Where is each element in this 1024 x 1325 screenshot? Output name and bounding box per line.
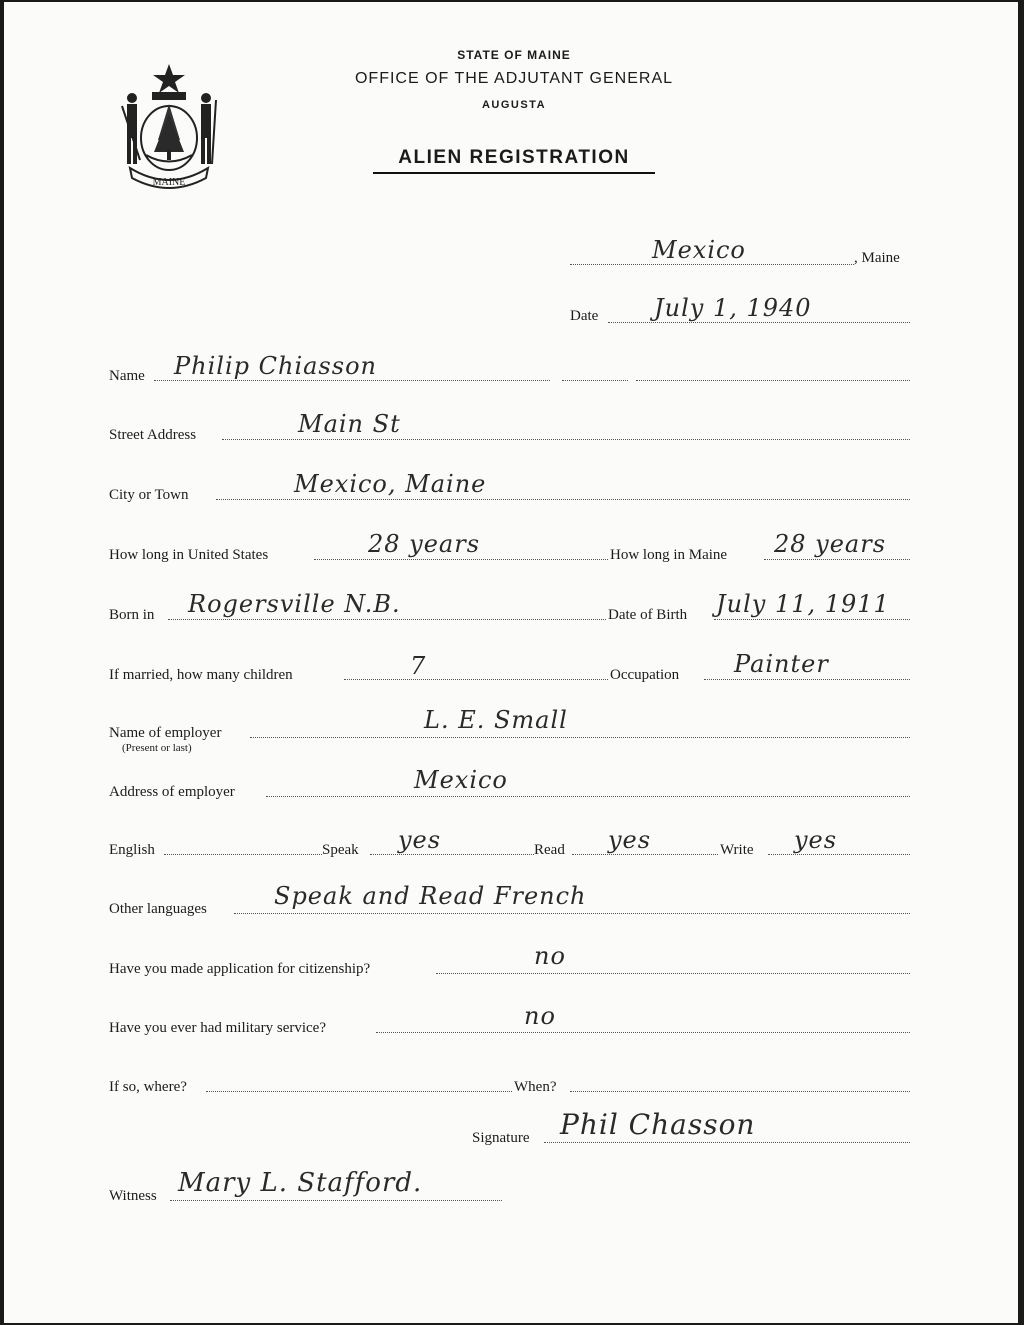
- when-line: [570, 1091, 910, 1092]
- street-line: [222, 439, 910, 440]
- occupation-label: Occupation: [610, 667, 680, 683]
- maine-long-line: [764, 559, 910, 560]
- write-label: Write: [720, 842, 754, 858]
- speak-line: [370, 854, 534, 855]
- occupation-line: [704, 679, 910, 680]
- children-label: If married, how many children: [109, 667, 293, 683]
- witness-value: Mary L. Stafford.: [178, 1168, 423, 1198]
- where-line: [206, 1091, 512, 1092]
- date-line: [608, 322, 910, 323]
- military-line: [376, 1032, 910, 1033]
- read-value: yes: [608, 826, 652, 854]
- other-languages-label: Other languages: [109, 901, 207, 917]
- signature-label: Signature: [472, 1130, 530, 1146]
- town-value: Mexico: [652, 236, 746, 264]
- witness-line: [170, 1200, 502, 1201]
- city-line: [216, 499, 910, 500]
- dob-value: July 11, 1911: [716, 590, 890, 618]
- employer-value: L. E. Small: [424, 706, 568, 734]
- form-title: ALIEN REGISTRATION: [398, 147, 630, 168]
- name-line-1: [154, 380, 550, 381]
- registration-form: [4, 2, 1018, 1323]
- born-line: [168, 619, 606, 620]
- employer-address-line: [266, 796, 910, 797]
- english-label: English: [109, 842, 155, 858]
- dob-label: Date of Birth: [608, 607, 688, 623]
- write-value: yes: [794, 826, 838, 854]
- military-value: no: [524, 1002, 556, 1030]
- city-heading: AUGUSTA: [481, 99, 547, 111]
- maine-long-label: How long in Maine: [610, 547, 728, 563]
- citizenship-value: no: [534, 942, 566, 970]
- citizenship-line: [436, 973, 910, 974]
- street-label: Street Address: [109, 427, 197, 443]
- us-line: [314, 559, 608, 560]
- born-label: Born in: [109, 607, 155, 623]
- witness-label: Witness: [109, 1188, 157, 1204]
- other-languages-value: Speak and Read French: [274, 882, 587, 910]
- office-heading: OFFICE OF THE ADJUTANT GENERAL: [354, 70, 674, 87]
- name-line-2: [562, 380, 628, 381]
- employer-label: Name of employer: [109, 725, 222, 741]
- write-line: [768, 854, 910, 855]
- city-value: Mexico, Maine: [294, 470, 487, 498]
- english-line: [164, 854, 322, 855]
- occupation-value: Painter: [734, 650, 829, 678]
- when-label: When?: [514, 1079, 557, 1095]
- children-value: 7: [410, 652, 427, 680]
- name-label: Name: [109, 368, 145, 384]
- children-line: [344, 679, 608, 680]
- maine-label: , Maine: [854, 250, 900, 266]
- date-label: Date: [570, 308, 599, 324]
- other-languages-line: [234, 913, 910, 914]
- read-label: Read: [534, 842, 565, 858]
- speak-value: yes: [398, 826, 442, 854]
- svg-text:MAINE: MAINE: [152, 177, 186, 188]
- signature-line: [544, 1142, 910, 1143]
- us-value: 28 years: [368, 530, 481, 558]
- speak-label: Speak: [322, 842, 359, 858]
- us-label: How long in United States: [109, 547, 269, 563]
- name-value: Philip Chiasson: [174, 352, 377, 380]
- employer-line: [250, 737, 910, 738]
- signature-value: Phil Chasson: [560, 1108, 756, 1141]
- employer-address-label: Address of employer: [109, 784, 235, 800]
- employer-sublabel: (Present or last): [122, 742, 192, 754]
- employer-address-value: Mexico: [414, 766, 508, 794]
- city-label: City or Town: [109, 487, 189, 503]
- dob-line: [714, 619, 910, 620]
- maine-state-seal-icon: [116, 60, 222, 192]
- state-heading: STATE OF MAINE: [457, 48, 571, 62]
- military-label: Have you ever had military service?: [109, 1020, 326, 1036]
- title-underline: [373, 172, 655, 174]
- born-value: Rogersville N.B.: [188, 590, 401, 618]
- citizenship-label: Have you made application for citizenship?: [109, 961, 371, 977]
- town-line: [570, 264, 854, 265]
- maine-long-value: 28 years: [774, 530, 887, 558]
- where-label: If so, where?: [109, 1079, 187, 1095]
- street-value: Main St: [298, 410, 401, 438]
- read-line: [572, 854, 718, 855]
- date-value: July 1, 1940: [654, 294, 812, 322]
- name-line-3: [636, 380, 910, 381]
